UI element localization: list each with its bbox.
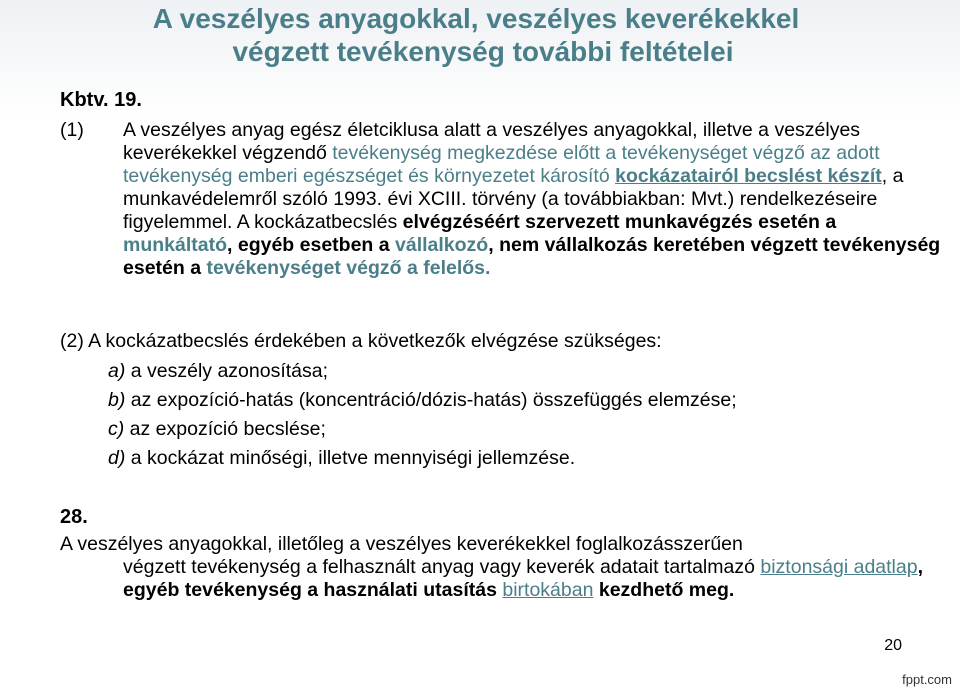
paragraph-1-text: [123, 119, 943, 280]
page-number: 20: [884, 637, 902, 654]
list-item-text: a veszély azonosítása;: [125, 360, 329, 382]
responsible-term: tevékenységet végző a felelős.: [206, 257, 491, 279]
text-run: végzett tevékenység a felhasznált anyag vagy keverék adatait tartalmazó: [123, 556, 761, 578]
brand-watermark: fppt.com: [902, 672, 952, 687]
list-marker: d): [108, 447, 126, 469]
list-item: [108, 389, 737, 412]
paragraph-2: (2) A kockázatbecslés érdekében a következők elvégzése szükséges:: [60, 330, 662, 352]
list-marker: a): [108, 360, 126, 382]
text-run: , a munkavédelemről szóló 1993. évi XCIII. törvény (a továbbiakban: Mvt.) rendelkezéseire figyelemmel. A kockázatbecslés: [123, 165, 904, 233]
bold-text: elvégzéséért szervezett munkavégzés esetén a: [402, 211, 837, 233]
bold-text: , egyéb tevékenység a használati utasítás: [123, 556, 923, 601]
text-run: A veszélyes anyag egész életciklusa alatt a veszélyes anyagokkal, illetve a veszélyes keverékekkel végzendő: [123, 119, 861, 164]
paragraph-3-line-1: A veszélyes anyagokkal, illetőleg a veszélyes keverékekkel foglalkozásszerűen: [60, 533, 743, 555]
paragraph-3: [60, 533, 940, 602]
safety-data-sheet-link[interactable]: biztonsági adatlap: [760, 556, 918, 578]
bold-text: , egyéb esetben a: [227, 234, 396, 256]
law-reference-19: Kbtv. 19.: [60, 89, 142, 111]
paragraph-number: (1): [60, 119, 84, 141]
contractor-term: vállalkozó: [395, 234, 489, 256]
list-marker: b): [108, 389, 126, 411]
list-item-text: a kockázat minőségi, illetve mennyiségi jellemzése.: [125, 447, 576, 469]
paragraph-1: [60, 119, 940, 280]
highlight-text: tevékenység megkezdése előtt a tevékenységet végző az adott tevékenység emberi egészséget és környezetet károsító: [123, 142, 880, 187]
slide-title: [0, 2, 960, 68]
employer-term: munkáltató: [123, 234, 228, 256]
bold-text: kezdhető meg.: [593, 579, 735, 601]
list-item: [108, 447, 575, 470]
law-reference-28: 28.: [60, 506, 88, 528]
list-item: [108, 360, 328, 383]
list-marker: c): [108, 418, 125, 440]
possession-link[interactable]: birtokában: [502, 579, 594, 601]
title-line-2: végzett tevékenység további feltételei: [232, 36, 734, 67]
title-line-1: A veszélyes anyagokkal, veszélyes keverékekkel: [152, 3, 800, 34]
list-item-text: az expozíció becslése;: [124, 418, 326, 440]
bold-text: , nem vállalkozás keretében végzett tevékenység esetén a: [123, 234, 941, 279]
list-item: [108, 418, 326, 441]
paragraph-3-text: [123, 556, 940, 602]
list-item-text: az expozíció-hatás (koncentráció/dózis-hatás) összefüggés elemzése;: [125, 389, 737, 411]
underlined-highlight: kockázatairól becslést készít: [615, 165, 882, 187]
